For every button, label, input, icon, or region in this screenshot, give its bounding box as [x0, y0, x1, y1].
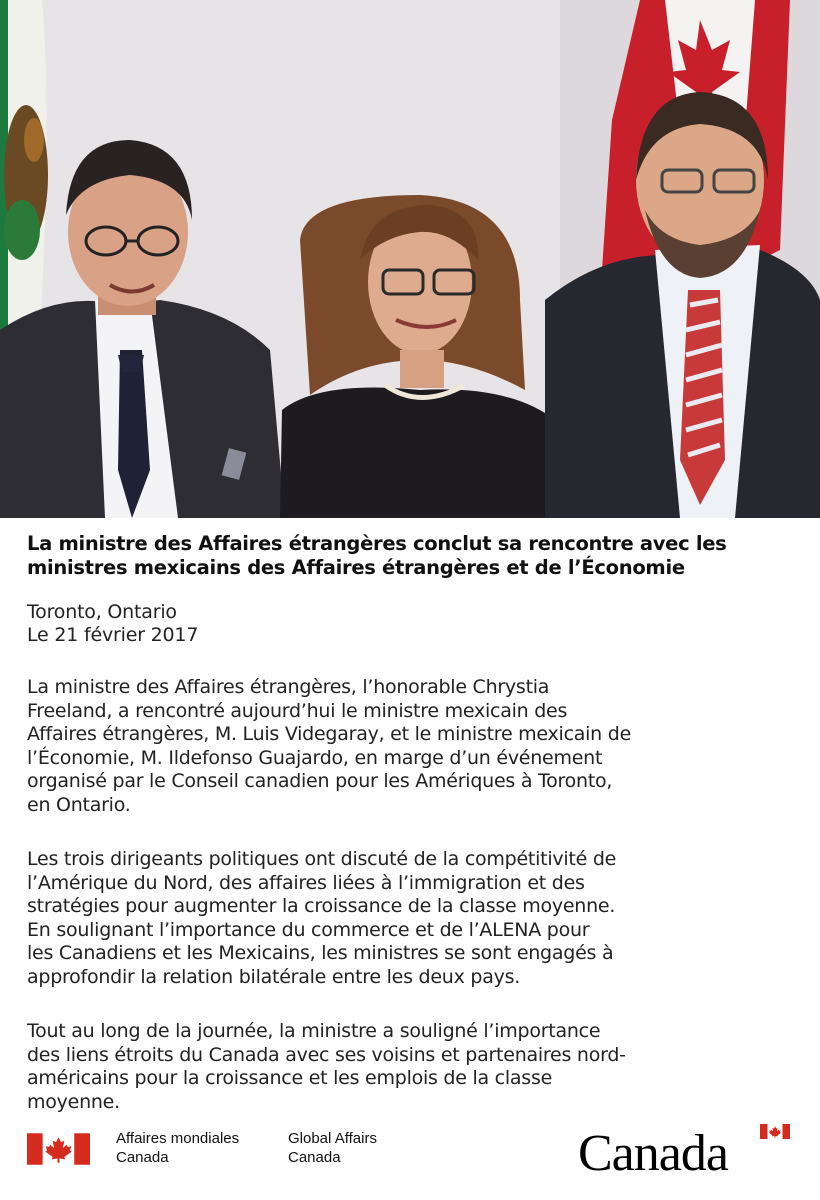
canada-wordmark [578, 1120, 798, 1180]
headline-line: La ministre des Affaires étrangères conclut sa rencontre avec les [27, 532, 727, 555]
paragraph-line: Les trois dirigeants politiques ont discuté de la compétitivité de [27, 848, 617, 870]
department-line: Global Affairs [288, 1130, 377, 1147]
paragraph-3 [27, 1020, 807, 1114]
headline [27, 532, 807, 580]
paragraph-line: moyenne. [27, 1090, 120, 1113]
paragraph-line: les Canadiens et les Mexicains, les ministres se sont engagés à [27, 942, 614, 965]
dateline [27, 601, 198, 647]
footer [0, 1120, 820, 1200]
canada-flag-icon [27, 1133, 90, 1165]
paragraph-line: En soulignant l’importance du commerce et de l’ALENA pour [27, 918, 590, 941]
event-photo [0, 0, 820, 518]
department-name-en [288, 1129, 377, 1167]
wordmark-flag-icon [760, 1124, 790, 1139]
department-line: Affaires mondiales [116, 1130, 240, 1147]
paragraph-line: Affaires étrangères, M. Luis Videgaray, et le ministre mexicain de [27, 723, 632, 746]
department-line: Canada [116, 1149, 169, 1166]
date: Le 21 février 2017 [27, 624, 199, 646]
paragraph-line: américains pour la croissance et les emplois de la classe [27, 1067, 553, 1090]
paragraph-line: Tout au long de la journée, la ministre a souligné l’importance [27, 1020, 601, 1042]
paragraph-line: des liens étroits du Canada avec ses voisins et partenaires nord- [27, 1043, 626, 1066]
headline-line: ministres mexicains des Affaires étrangères et de l’Économie [27, 556, 685, 579]
paragraph-line: La ministre des Affaires étrangères, l’honorable Chrystia [27, 676, 550, 698]
paragraph-line: stratégies pour augmenter la croissance de la classe moyenne. [27, 895, 616, 918]
department-line: Canada [288, 1149, 341, 1166]
paragraph-1 [27, 676, 807, 818]
location: Toronto, Ontario [27, 601, 177, 623]
department-name-fr [116, 1129, 239, 1167]
paragraph-2 [27, 848, 807, 990]
wordmark-text: Canada [578, 1125, 728, 1182]
paragraph-line: l’Économie, M. Ildefonso Guajardo, en marge d’un événement [27, 746, 603, 769]
paragraph-line: approfondir la relation bilatérale entre les deux pays. [27, 965, 521, 988]
paragraph-line: en Ontario. [27, 793, 131, 816]
mexican-flag [0, 0, 48, 330]
paragraph-line: l’Amérique du Nord, des affaires liées à l’immigration et des [27, 871, 585, 894]
paragraph-line: organisé par le Conseil canadien pour les Amériques à Toronto, [27, 770, 613, 793]
paragraph-line: Freeland, a rencontré aujourd’hui le ministre mexicain des [27, 699, 568, 722]
